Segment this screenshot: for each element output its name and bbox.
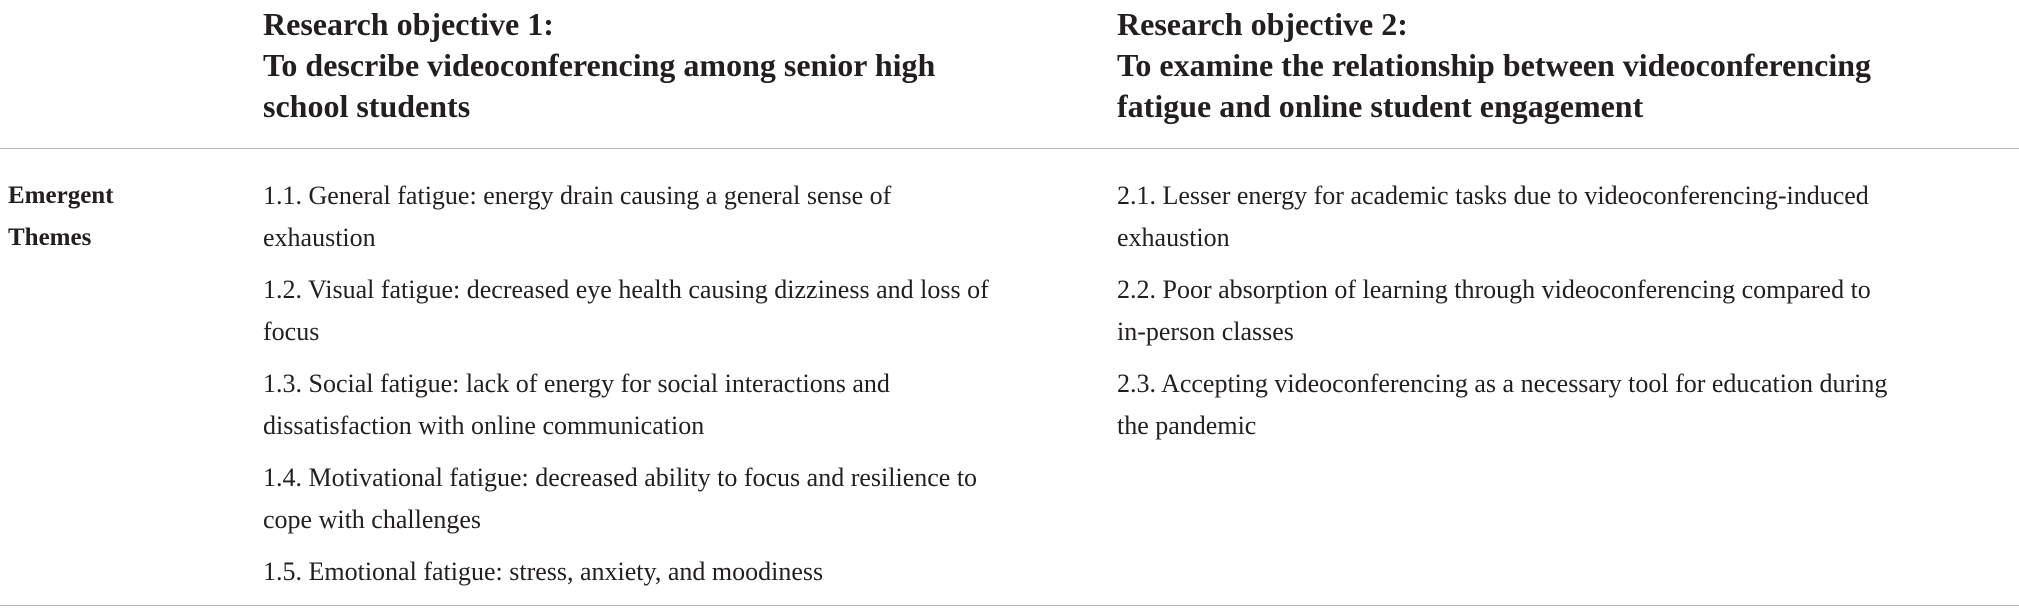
theme-text-line: exhaustion (263, 223, 376, 252)
theme-item (263, 269, 1093, 353)
theme-text-line: 2.1. Lesser energy for academic tasks due to videoconferencing-induced (1117, 181, 1869, 210)
theme-text-line: in-person classes (1117, 317, 1294, 346)
objective-2-title: Research objective 2: (1117, 6, 1408, 42)
theme-text-line: dissatisfaction with online communication (263, 411, 705, 440)
table-header-row (0, 0, 2019, 149)
theme-text-line: 1.4. Motivational fatigue: decreased ability to focus and resilience to (263, 463, 978, 492)
row-label-line: Themes (8, 224, 92, 251)
theme-text-line: cope with challenges (263, 505, 482, 534)
theme-item (1117, 269, 2017, 353)
theme-text-line: exhaustion (1117, 223, 1230, 252)
table-bottom-rule (0, 605, 2019, 606)
objective-2-description-line: fatigue and online student engagement (1117, 88, 1644, 124)
theme-text-line: the pandemic (1117, 411, 1257, 440)
theme-item (263, 551, 1093, 593)
theme-item (263, 363, 1093, 447)
theme-item (263, 457, 1093, 541)
theme-text-line: 1.2. Visual fatigue: decreased eye health causing dizziness and loss of (263, 275, 989, 304)
theme-text-line: 2.2. Poor absorption of learning through videoconferencing compared to (1117, 275, 1871, 304)
row-label-line: Emergent (8, 182, 114, 209)
objective-1-description-line: To describe videoconferencing among senior high (263, 47, 936, 83)
objective-1-description-line: school students (263, 88, 471, 124)
theme-text-line: 1.3. Social fatigue: lack of energy for social interactions and (263, 369, 890, 398)
objective-2-themes (1117, 175, 2017, 457)
theme-text-line: 1.5. Emotional fatigue: stress, anxiety, and moodiness (263, 557, 824, 586)
theme-item (1117, 175, 2017, 259)
theme-text-line: 1.1. General fatigue: energy drain causing a general sense of (263, 181, 892, 210)
objective-2-header (1117, 4, 2017, 127)
row-label-emergent-themes (8, 175, 208, 259)
theme-text-line: 2.3. Accepting videoconferencing as a necessary tool for education during (1117, 369, 1888, 398)
objective-1-header (263, 4, 1083, 127)
objective-1-title: Research objective 1: (263, 6, 554, 42)
objective-1-themes (263, 175, 1093, 603)
theme-text-line: focus (263, 317, 320, 346)
theme-item (263, 175, 1093, 259)
theme-item (1117, 363, 2017, 447)
objective-2-description-line: To examine the relationship between videoconferencing (1117, 47, 1872, 83)
